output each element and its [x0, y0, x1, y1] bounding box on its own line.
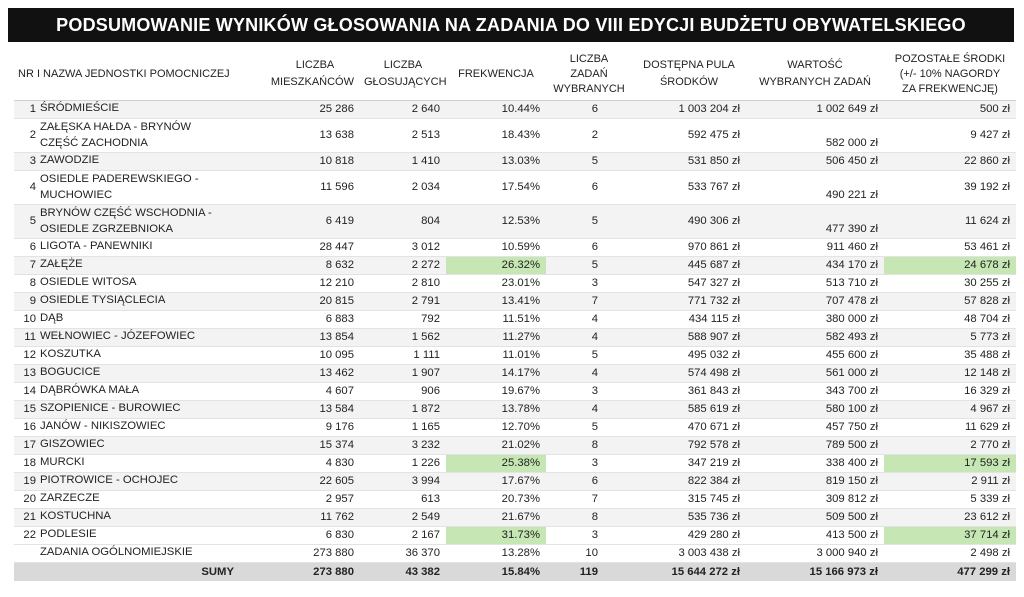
cell-voters: 2 513	[360, 119, 446, 153]
table-row	[14, 153, 1016, 171]
cell-voters: 804	[360, 205, 446, 239]
row-number: 8	[29, 277, 36, 289]
cell-tasks: 3	[546, 275, 632, 293]
sums-tasks: 119	[546, 563, 632, 582]
row-number: 17	[23, 439, 36, 451]
cell-voters: 906	[360, 383, 446, 401]
unit-name: KOSZUTKA	[40, 348, 101, 360]
table-row	[14, 311, 1016, 329]
cell-residents: 273 880	[242, 545, 360, 563]
cell-name	[14, 365, 242, 383]
row-number: 3	[29, 155, 36, 167]
table-row	[14, 455, 1016, 473]
cell-voters: 2 272	[360, 257, 446, 275]
cell-pool: 429 280 zł	[632, 527, 746, 545]
cell-residents: 13 584	[242, 401, 360, 419]
cell-voters: 1 410	[360, 153, 446, 171]
cell-residents: 4 607	[242, 383, 360, 401]
cell-turnout: 26.32%	[446, 257, 546, 275]
row-number: 9	[29, 295, 36, 307]
unit-name: GISZOWIEC	[40, 438, 105, 450]
sums-value: 15 166 973 zł	[746, 563, 884, 582]
cell-pool: 574 498 zł	[632, 365, 746, 383]
header-pool: DOSTĘPNA PULA ŚRODKÓW	[632, 48, 746, 101]
cell-pool: 1 003 204 zł	[632, 101, 746, 119]
header-remaining: POZOSTAŁE ŚRODKI (+/- 10% NAGORDY ZA FREKWENCJĘ)	[884, 48, 1016, 101]
unit-name: OSIEDLE PADEREWSKIEGO - MUCHOWIEC	[40, 173, 199, 201]
cell-remaining: 39 192 zł	[884, 171, 1016, 205]
cell-voters: 1 907	[360, 365, 446, 383]
row-number: 13	[23, 367, 36, 379]
sums-residents: 273 880	[242, 563, 360, 582]
cell-voters: 1 165	[360, 419, 446, 437]
header-voters: LICZBA GŁOSUJĄCYCH	[360, 48, 446, 101]
cell-value: 434 170 zł	[746, 257, 884, 275]
cell-name	[14, 437, 242, 455]
cell-value: 789 500 zł	[746, 437, 884, 455]
cell-voters: 613	[360, 491, 446, 509]
cell-voters: 2 549	[360, 509, 446, 527]
cell-name	[14, 545, 242, 563]
cell-remaining: 23 612 zł	[884, 509, 1016, 527]
unit-name: LIGOTA - PANEWNIKI	[40, 240, 153, 252]
cell-value: 580 100 zł	[746, 401, 884, 419]
cell-tasks: 7	[546, 293, 632, 311]
cell-turnout: 19.67%	[446, 383, 546, 401]
cell-pool: 434 115 zł	[632, 311, 746, 329]
cell-turnout: 13.78%	[446, 401, 546, 419]
row-number: 21	[23, 511, 36, 523]
cell-tasks: 6	[546, 239, 632, 257]
cell-pool: 347 219 zł	[632, 455, 746, 473]
cell-pool: 588 907 zł	[632, 329, 746, 347]
cell-voters: 2 034	[360, 171, 446, 205]
cell-remaining: 48 704 zł	[884, 311, 1016, 329]
cell-tasks: 6	[546, 101, 632, 119]
cell-voters: 2 810	[360, 275, 446, 293]
row-number: 6	[29, 241, 36, 253]
cell-pool: 547 327 zł	[632, 275, 746, 293]
cell-value: 1 002 649 zł	[746, 101, 884, 119]
cell-residents: 10 095	[242, 347, 360, 365]
cell-pool: 535 736 zł	[632, 509, 746, 527]
cell-tasks: 5	[546, 257, 632, 275]
cell-remaining: 2 770 zł	[884, 437, 1016, 455]
cell-pool: 495 032 zł	[632, 347, 746, 365]
cell-remaining: 9 427 zł	[884, 119, 1016, 153]
cell-turnout: 13.41%	[446, 293, 546, 311]
cell-pool: 531 850 zł	[632, 153, 746, 171]
table-row	[14, 401, 1016, 419]
cell-voters: 792	[360, 311, 446, 329]
cell-value: 561 000 zł	[746, 365, 884, 383]
cell-remaining: 500 zł	[884, 101, 1016, 119]
header-value: WARTOŚĆ WYBRANYCH ZADAŃ	[746, 48, 884, 101]
table-row	[14, 239, 1016, 257]
unit-name: PODLESIE	[40, 528, 97, 540]
header-tasks: LICZBA ZADAŃ WYBRANYCH	[546, 48, 632, 101]
unit-name: PIOTROWICE - OCHOJEC	[40, 474, 179, 486]
cell-value: 457 750 zł	[746, 419, 884, 437]
cell-remaining: 4 967 zł	[884, 401, 1016, 419]
cell-voters: 3 994	[360, 473, 446, 491]
cell-turnout: 21.67%	[446, 509, 546, 527]
row-number: 10	[23, 313, 36, 325]
cell-pool: 445 687 zł	[632, 257, 746, 275]
cell-remaining: 35 488 zł	[884, 347, 1016, 365]
cell-turnout: 11.51%	[446, 311, 546, 329]
table-row	[14, 329, 1016, 347]
row-number: 1	[29, 103, 36, 115]
row-number: 19	[23, 475, 36, 487]
header-turnout: FREKWENCJA	[446, 48, 546, 101]
cell-pool: 585 619 zł	[632, 401, 746, 419]
unit-name: DĄB	[40, 312, 64, 324]
cell-residents: 10 818	[242, 153, 360, 171]
unit-name: SZOPIENICE - BUROWIEC	[40, 402, 181, 414]
cell-residents: 13 854	[242, 329, 360, 347]
table-row	[14, 347, 1016, 365]
cell-remaining: 16 329 zł	[884, 383, 1016, 401]
cell-residents: 11 762	[242, 509, 360, 527]
table-row	[14, 383, 1016, 401]
cell-turnout: 17.67%	[446, 473, 546, 491]
cell-tasks: 4	[546, 311, 632, 329]
unit-name: ZADANIA OGÓLNOMIEJSKIE	[40, 546, 193, 558]
cell-residents: 9 176	[242, 419, 360, 437]
row-number: 4	[29, 181, 36, 193]
cell-name	[14, 275, 242, 293]
cell-residents: 8 632	[242, 257, 360, 275]
cell-value: 509 500 zł	[746, 509, 884, 527]
page-title: PODSUMOWANIE WYNIKÓW GŁOSOWANIA NA ZADANIA DO VIII EDYCJI BUDŻETU OBYWATELSKIEGO	[8, 8, 1014, 42]
cell-name	[14, 153, 242, 171]
cell-residents: 2 957	[242, 491, 360, 509]
cell-turnout: 21.02%	[446, 437, 546, 455]
cell-name	[14, 293, 242, 311]
cell-turnout: 18.43%	[446, 119, 546, 153]
sums-label: SUMY	[14, 563, 242, 582]
cell-pool: 822 384 zł	[632, 473, 746, 491]
table-row	[14, 419, 1016, 437]
cell-tasks: 6	[546, 171, 632, 205]
cell-residents: 25 286	[242, 101, 360, 119]
cell-residents: 22 605	[242, 473, 360, 491]
cell-turnout: 14.17%	[446, 365, 546, 383]
cell-name	[14, 239, 242, 257]
cell-pool: 361 843 zł	[632, 383, 746, 401]
unit-name: OSIEDLE WITOSA	[40, 276, 137, 288]
cell-remaining: 22 860 zł	[884, 153, 1016, 171]
cell-voters: 1 872	[360, 401, 446, 419]
sums-voters: 43 382	[360, 563, 446, 582]
cell-tasks: 8	[546, 437, 632, 455]
cell-residents: 6 830	[242, 527, 360, 545]
cell-name	[14, 329, 242, 347]
row-number: 15	[23, 403, 36, 415]
cell-pool: 470 671 zł	[632, 419, 746, 437]
cell-value: 582 000 zł	[746, 119, 884, 153]
header-residents: LICZBA MIESZKAŃCÓW	[242, 48, 360, 101]
cell-tasks: 4	[546, 329, 632, 347]
cell-remaining: 12 148 zł	[884, 365, 1016, 383]
cell-pool: 3 003 438 zł	[632, 545, 746, 563]
cell-turnout: 20.73%	[446, 491, 546, 509]
cell-name	[14, 509, 242, 527]
row-number: 12	[23, 349, 36, 361]
cell-value: 338 400 zł	[746, 455, 884, 473]
row-number: 20	[23, 493, 36, 505]
unit-name: ŚRÓDMIEŚCIE	[40, 102, 120, 114]
cell-pool: 490 306 zł	[632, 205, 746, 239]
row-number: 16	[23, 421, 36, 433]
unit-name: MURCKI	[40, 456, 85, 468]
table-row	[14, 101, 1016, 119]
cell-tasks: 3	[546, 383, 632, 401]
cell-name	[14, 171, 242, 205]
cell-name	[14, 419, 242, 437]
cell-residents: 6 883	[242, 311, 360, 329]
table-row	[14, 205, 1016, 239]
unit-name: OSIEDLE TYSIĄCLECIA	[40, 294, 166, 306]
cell-residents: 12 210	[242, 275, 360, 293]
cell-remaining: 24 678 zł	[884, 257, 1016, 275]
cell-remaining: 2 911 zł	[884, 473, 1016, 491]
cell-pool: 771 732 zł	[632, 293, 746, 311]
cell-tasks: 3	[546, 455, 632, 473]
unit-name: BRYNÓW CZĘŚĆ WSCHODNIA - OSIEDLE ZGRZEBNIOKA	[40, 207, 212, 235]
cell-voters: 2 167	[360, 527, 446, 545]
cell-remaining: 37 714 zł	[884, 527, 1016, 545]
table-row	[14, 509, 1016, 527]
cell-pool: 592 475 zł	[632, 119, 746, 153]
cell-tasks: 2	[546, 119, 632, 153]
cell-residents: 15 374	[242, 437, 360, 455]
row-number: 5	[29, 215, 36, 227]
cell-value: 707 478 zł	[746, 293, 884, 311]
cell-value: 309 812 zł	[746, 491, 884, 509]
cell-tasks: 5	[546, 419, 632, 437]
cell-turnout: 10.59%	[446, 239, 546, 257]
citywide-row	[14, 545, 1016, 563]
unit-name: KOSTUCHNA	[40, 510, 111, 522]
cell-voters: 2 791	[360, 293, 446, 311]
cell-remaining: 57 828 zł	[884, 293, 1016, 311]
cell-name	[14, 473, 242, 491]
cell-tasks: 4	[546, 401, 632, 419]
cell-name	[14, 257, 242, 275]
cell-value: 911 460 zł	[746, 239, 884, 257]
cell-value: 513 710 zł	[746, 275, 884, 293]
table-row	[14, 437, 1016, 455]
cell-tasks: 5	[546, 347, 632, 365]
cell-value: 490 221 zł	[746, 171, 884, 205]
cell-residents: 6 419	[242, 205, 360, 239]
cell-turnout: 25.38%	[446, 455, 546, 473]
row-number: 2	[29, 129, 36, 141]
cell-remaining: 5 339 zł	[884, 491, 1016, 509]
cell-value: 413 500 zł	[746, 527, 884, 545]
cell-turnout: 13.03%	[446, 153, 546, 171]
cell-name	[14, 101, 242, 119]
cell-residents: 13 638	[242, 119, 360, 153]
cell-tasks: 5	[546, 153, 632, 171]
unit-name: ZAŁĘŻE	[40, 258, 83, 270]
cell-tasks: 3	[546, 527, 632, 545]
sums-row	[14, 563, 1016, 582]
table-row	[14, 275, 1016, 293]
cell-turnout: 12.70%	[446, 419, 546, 437]
unit-name: ZARZECZE	[40, 492, 100, 504]
cell-tasks: 10	[546, 545, 632, 563]
cell-value: 380 000 zł	[746, 311, 884, 329]
cell-remaining: 11 629 zł	[884, 419, 1016, 437]
cell-residents: 4 830	[242, 455, 360, 473]
cell-voters: 1 226	[360, 455, 446, 473]
table-row	[14, 365, 1016, 383]
cell-turnout: 10.44%	[446, 101, 546, 119]
cell-name	[14, 347, 242, 365]
cell-name	[14, 383, 242, 401]
row-number: 11	[24, 331, 36, 343]
row-number: 22	[23, 529, 36, 541]
cell-value: 3 000 940 zł	[746, 545, 884, 563]
unit-name: DĄBRÓWKA MAŁA	[40, 384, 140, 396]
cell-value: 506 450 zł	[746, 153, 884, 171]
cell-turnout: 23.01%	[446, 275, 546, 293]
cell-turnout: 12.53%	[446, 205, 546, 239]
cell-pool: 315 745 zł	[632, 491, 746, 509]
sums-pool: 15 644 272 zł	[632, 563, 746, 582]
unit-name: WEŁNOWIEC - JÓZEFOWIEC	[40, 330, 196, 342]
cell-name	[14, 205, 242, 239]
cell-value: 455 600 zł	[746, 347, 884, 365]
cell-name	[14, 311, 242, 329]
cell-pool: 970 861 zł	[632, 239, 746, 257]
table-row	[14, 527, 1016, 545]
cell-value: 343 700 zł	[746, 383, 884, 401]
cell-turnout: 11.27%	[446, 329, 546, 347]
cell-tasks: 5	[546, 205, 632, 239]
cell-pool: 792 578 zł	[632, 437, 746, 455]
table-row	[14, 491, 1016, 509]
cell-tasks: 8	[546, 509, 632, 527]
header-name: NR I NAZWA JEDNOSTKI POMOCNICZEJ	[14, 48, 242, 101]
cell-voters: 2 640	[360, 101, 446, 119]
cell-residents: 13 462	[242, 365, 360, 383]
table-row	[14, 171, 1016, 205]
sums-turnout: 15.84%	[446, 563, 546, 582]
cell-remaining: 11 624 zł	[884, 205, 1016, 239]
cell-name	[14, 119, 242, 153]
cell-remaining: 5 773 zł	[884, 329, 1016, 347]
table-row	[14, 293, 1016, 311]
cell-value: 819 150 zł	[746, 473, 884, 491]
cell-pool: 533 767 zł	[632, 171, 746, 205]
cell-residents: 20 815	[242, 293, 360, 311]
cell-turnout: 13.28%	[446, 545, 546, 563]
row-number: 7	[29, 259, 36, 271]
cell-tasks: 4	[546, 365, 632, 383]
cell-voters: 1 562	[360, 329, 446, 347]
table-row	[14, 473, 1016, 491]
cell-voters: 3 012	[360, 239, 446, 257]
cell-value: 582 493 zł	[746, 329, 884, 347]
table-row	[14, 119, 1016, 153]
table-row	[14, 257, 1016, 275]
unit-name: ZAŁĘSKA HAŁDA - BRYNÓW CZĘŚĆ ZACHODNIA	[40, 121, 192, 149]
cell-name	[14, 401, 242, 419]
cell-remaining: 30 255 zł	[884, 275, 1016, 293]
cell-name	[14, 455, 242, 473]
cell-remaining: 53 461 zł	[884, 239, 1016, 257]
cell-voters: 36 370	[360, 545, 446, 563]
unit-name: BOGUCICE	[40, 366, 101, 378]
cell-tasks: 6	[546, 473, 632, 491]
cell-voters: 1 111	[360, 347, 446, 365]
cell-voters: 3 232	[360, 437, 446, 455]
sums-remaining: 477 299 zł	[884, 563, 1016, 582]
cell-tasks: 7	[546, 491, 632, 509]
row-number: 14	[23, 385, 36, 397]
table-header-row	[14, 48, 1016, 101]
results-table	[14, 48, 1016, 581]
cell-turnout: 17.54%	[446, 171, 546, 205]
cell-remaining: 17 593 zł	[884, 455, 1016, 473]
cell-value: 477 390 zł	[746, 205, 884, 239]
unit-name: JANÓW - NIKISZOWIEC	[40, 420, 166, 432]
cell-turnout: 11.01%	[446, 347, 546, 365]
cell-name	[14, 527, 242, 545]
cell-turnout: 31.73%	[446, 527, 546, 545]
cell-residents: 11 596	[242, 171, 360, 205]
unit-name: ZAWODZIE	[40, 154, 100, 166]
cell-residents: 28 447	[242, 239, 360, 257]
cell-name	[14, 491, 242, 509]
cell-remaining: 2 498 zł	[884, 545, 1016, 563]
row-number: 18	[23, 457, 36, 469]
